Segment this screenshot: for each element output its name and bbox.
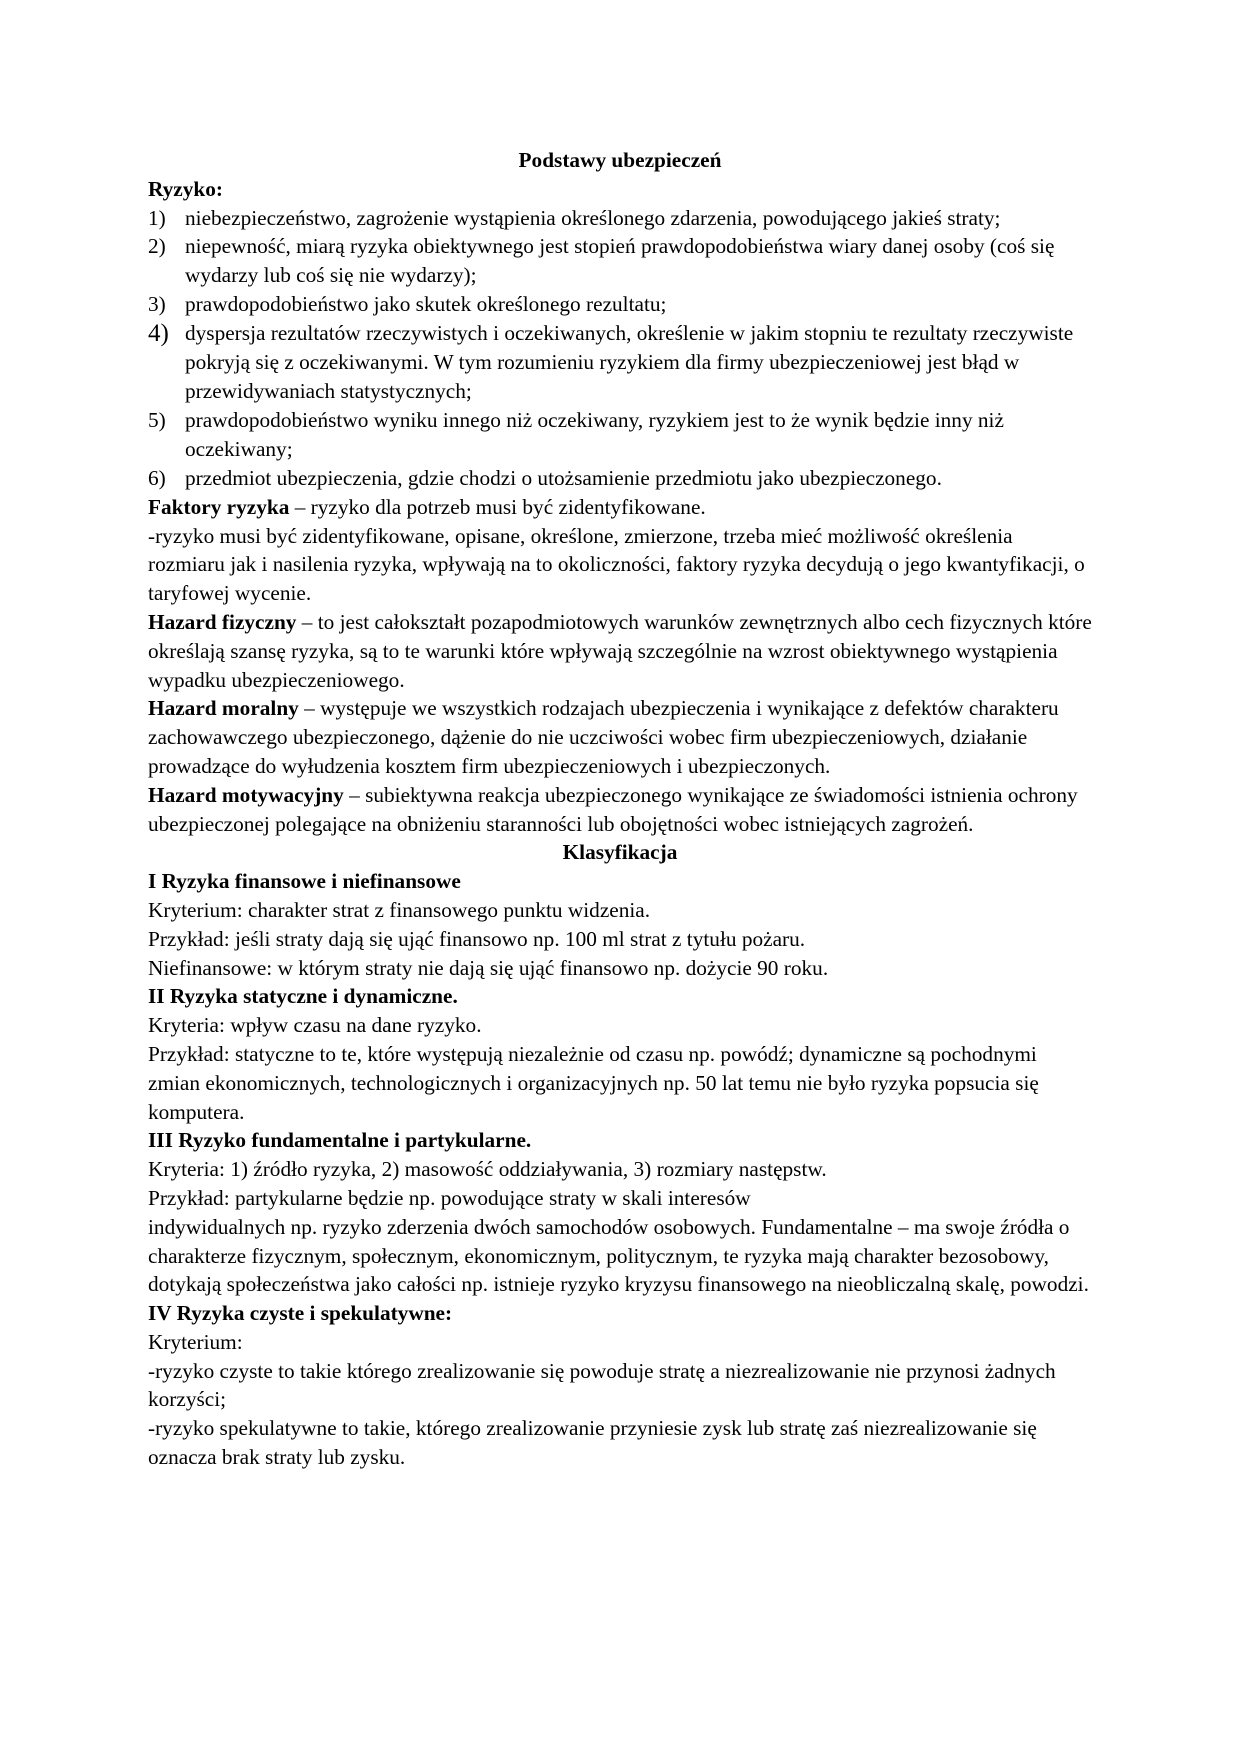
document-page bbox=[148, 146, 1092, 1472]
class-i-heading: I Ryzyka finansowe i niefinansowe bbox=[148, 869, 461, 894]
document-title: Podstawy ubezpieczeń bbox=[518, 148, 722, 172]
class-iii-criterion: Kryteria: 1) źródło ryzyka, 2) masowość oddziaływania, 3) rozmiary następstw. bbox=[148, 1157, 827, 1182]
list-item-number: 4) bbox=[148, 319, 169, 347]
hazard-physical-text: – to jest całokształt pozapodmiotowych warunków zewnętrznych albo cech fizycznych które określają szansę ryzyka, są to te warunki które wpływają szczególnie na wzrost obiektywnego wystąpienia wypadku ubezpieczeniowego. bbox=[148, 609, 1092, 692]
class-ii-heading: II Ryzyka statyczne i dynamiczne. bbox=[148, 984, 458, 1009]
list-item-number: 5) bbox=[148, 408, 166, 433]
class-iv-pure-risk: -ryzyko czyste to takie którego zrealizowanie się powoduje stratę a niezrealizowanie nie przynosi żadnych korzyści; bbox=[148, 1358, 1056, 1412]
list-item-text: niebezpieczeństwo, zagrożenie wystąpienia określonego zdarzenia, powodującego jakieś straty; bbox=[185, 205, 1001, 230]
list-item bbox=[148, 464, 1092, 493]
hazard-motivational-text: – subiektywna reakcja ubezpieczonego wynikające ze świadomości istnienia ochrony ubezpieczonej polegające na obniżeniu staranności lub obojętności wobec istniejących zagrożeń. bbox=[148, 782, 1078, 836]
hazard-motivational-term: Hazard motywacyjny bbox=[148, 782, 344, 807]
hazard-moral-term: Hazard moralny bbox=[148, 696, 299, 721]
class-ii-criterion: Kryteria: wpływ czasu na dane ryzyko. bbox=[148, 1013, 482, 1038]
class-ii-example: Przykład: statyczne to te, które występują niezależnie od czasu np. powódź; dynamiczne są pochodnymi zmian ekonomicznych, technologicznych i organizacyjnych np. 50 lat temu nie było ryzyka popsucia się komputera. bbox=[148, 1041, 1039, 1124]
hazard-moral-text: – występuje we wszystkich rodzajach ubezpieczenia i wynikające z defektów charakteru zachowawczego ubezpieczonego, dążenie do nie uczciwości wobec firm ubezpieczeniowych, działanie prowadzące do wyłudzenia kosztem firm ubezpieczeniowych i ubezpieczonych. bbox=[148, 696, 1059, 778]
class-iv-heading: IV Ryzyka czyste i spekulatywne: bbox=[148, 1301, 453, 1326]
list-item-text: niepewność, miarą ryzyka obiektywnego jest stopień prawdopodobieństwa wiary danej osoby (coś się wydarzy lub coś się nie wydarzy); bbox=[185, 234, 1055, 288]
class-iv-criterion: Kryterium: bbox=[148, 1329, 243, 1354]
hazard-moral-paragraph bbox=[148, 694, 1092, 780]
risk-heading: Ryzyko: bbox=[148, 176, 223, 201]
class-i-example: Przykład: jeśli straty dają się ująć finansowo np. 100 ml strat z tytułu pożaru. bbox=[148, 926, 806, 951]
factors-term: Faktory ryzyka bbox=[148, 494, 290, 519]
class-i-criterion: Kryterium: charakter strat z finansowego punktu widzenia. bbox=[148, 897, 651, 922]
list-item-text: przedmiot ubezpieczenia, gdzie chodzi o utożsamienie przedmiotu jako ubezpieczonego. bbox=[185, 465, 942, 490]
list-item-text: prawdopodobieństwo wyniku innego niż oczekiwany, ryzykiem jest to że wynik będzie inny niż oczekiwany; bbox=[185, 408, 1004, 462]
hazard-motivational-paragraph bbox=[148, 781, 1092, 839]
list-item-text: dyspersja rezultatów rzeczywistych i oczekiwanych, określenie w jakim stopniu te rezultaty rzeczywiste pokryją się z oczekiwanymi. W tym rozumieniu ryzykiem dla firmy ubezpieczeniowej jest błąd w przewidywaniach statystycznych; bbox=[185, 320, 1074, 404]
factors-text: – ryzyko dla potrzeb musi być zidentyfikowane. bbox=[289, 494, 706, 519]
list-item bbox=[148, 406, 1092, 464]
list-item-number: 3) bbox=[148, 291, 166, 316]
class-iii-heading: III Ryzyko fundamentalne i partykularne. bbox=[148, 1128, 532, 1153]
list-item bbox=[148, 232, 1092, 290]
risk-definitions-list bbox=[148, 204, 1092, 493]
class-iv-speculative-risk: -ryzyko spekulatywne to takie, którego zrealizowanie przyniesie zysk lub stratę zaś niezrealizowanie się oznacza brak straty lub zysku. bbox=[148, 1416, 1037, 1470]
list-item bbox=[148, 204, 1092, 233]
list-item bbox=[148, 290, 1092, 319]
classification-heading: Klasyfikacja bbox=[562, 840, 678, 865]
list-item-number: 6) bbox=[148, 465, 166, 490]
list-item bbox=[148, 319, 1092, 407]
class-i-nonfinancial: Niefinansowe: w którym straty nie dają się ująć finansowo np. dożycie 90 roku. bbox=[148, 955, 829, 980]
class-iii-example-first-line: Przykład: partykularne będzie np. powodujące straty w skali interesów bbox=[148, 1185, 751, 1210]
list-item-number: 2) bbox=[148, 234, 166, 259]
list-item-text: prawdopodobieństwo jako skutek określonego rezultatu; bbox=[185, 291, 667, 316]
hazard-physical-term: Hazard fizyczny bbox=[148, 609, 297, 634]
factors-paragraph bbox=[148, 493, 1092, 522]
factors-detail: -ryzyko musi być zidentyfikowane, opisane, określone, zmierzone, trzeba mieć możliwość określenia rozmiaru jak i nasilenia ryzyka, wpływają na to okoliczności, faktory ryzyka decydują o jego kwantyfikacji, o taryfowej wycenie. bbox=[148, 523, 1085, 606]
class-iii-example-continued: indywidualnych np. ryzyko zderzenia dwóch samochodów osobowych. Fundamentalne – ma swoje źródła o charakterze fizycznym, społecznym, ekonomicznym, politycznym, te ryzyka mają charakter bezosobowy, dotykają społeczeństwa jako całości np. istnieje ryzyko kryzysu finansowego na nieobliczalną skalę, powodzi. bbox=[148, 1214, 1089, 1297]
hazard-physical-paragraph bbox=[148, 608, 1092, 694]
list-item-number: 1) bbox=[148, 205, 166, 230]
